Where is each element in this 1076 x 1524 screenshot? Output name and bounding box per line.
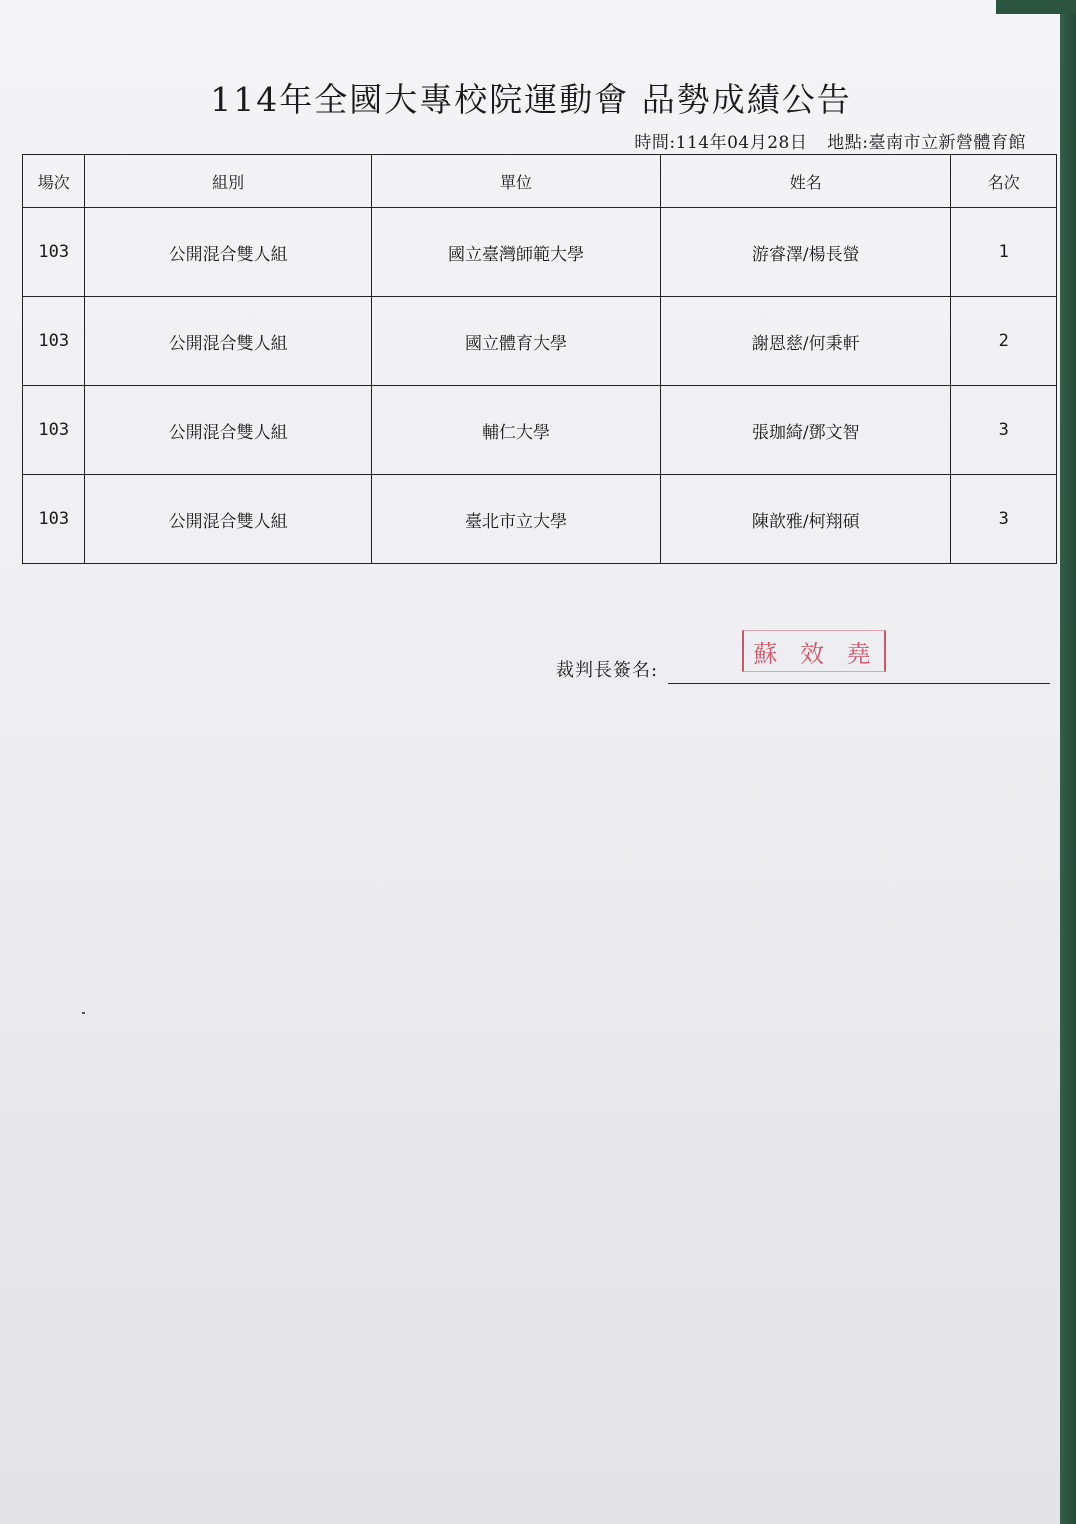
- cell-group: 公開混合雙人組: [85, 475, 371, 564]
- referee-signature-label: 裁判長簽名:: [556, 660, 659, 681]
- table-header-row: [23, 155, 1057, 208]
- cell-group: 公開混合雙人組: [85, 297, 371, 386]
- cell-round: 103: [23, 297, 85, 386]
- header-name: 姓名: [661, 155, 951, 208]
- header-round: 場次: [23, 155, 85, 208]
- table-row: [23, 208, 1057, 297]
- cell-round: 103: [23, 386, 85, 475]
- stamp-char: 效: [799, 639, 828, 668]
- cell-unit: 國立體育大學: [371, 297, 660, 386]
- cell-name: 陳歆雅/柯翔碩: [661, 475, 951, 564]
- cell-rank: 3: [951, 475, 1057, 564]
- cell-round: 103: [23, 208, 85, 297]
- header-unit: 單位: [371, 155, 660, 208]
- cell-rank: 1: [951, 208, 1057, 297]
- table-row: [23, 297, 1057, 386]
- table-row: [23, 475, 1057, 564]
- cell-round: 103: [23, 475, 85, 564]
- background-edge: [1060, 0, 1076, 1524]
- cell-name: 謝恩慈/何秉軒: [661, 297, 951, 386]
- header-rank: 名次: [951, 155, 1057, 208]
- table-row: [23, 386, 1057, 475]
- cell-name: 張珈綺/鄧文智: [661, 386, 951, 475]
- cell-name: 游睿澤/楊長螢: [661, 208, 951, 297]
- event-meta: [620, 128, 1026, 153]
- cell-group: 公開混合雙人組: [85, 208, 371, 297]
- header-group: 組別: [85, 155, 371, 208]
- stamp-char: 堯: [846, 639, 875, 668]
- stamp-char: 蘇: [753, 639, 782, 668]
- cell-unit: 臺北市立大學: [371, 475, 660, 564]
- event-time: 時間:114年04月28日: [634, 133, 808, 153]
- results-table: [22, 154, 1057, 564]
- cell-group: 公開混合雙人組: [85, 386, 371, 475]
- cell-unit: 國立臺灣師範大學: [371, 208, 660, 297]
- document-title: 114年全國大專校院運動會 品勢成績公告: [210, 80, 852, 119]
- cell-rank: 3: [951, 386, 1057, 475]
- referee-seal-stamp: [742, 630, 886, 672]
- background-corner: [996, 0, 1076, 14]
- cell-unit: 輔仁大學: [371, 386, 660, 475]
- cell-rank: 2: [951, 297, 1057, 386]
- signature-line: [668, 683, 1050, 684]
- event-location: 地點:臺南市立新營體育館: [827, 133, 1026, 153]
- paper-speck: [82, 1012, 85, 1014]
